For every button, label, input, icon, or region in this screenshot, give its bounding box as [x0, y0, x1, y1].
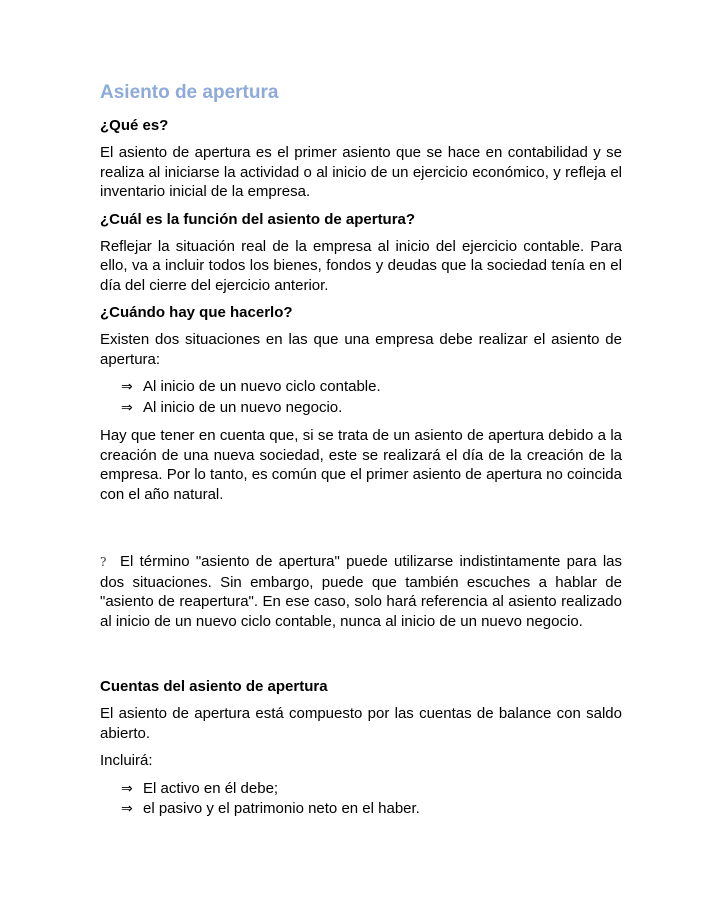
question-icon: ?	[100, 555, 107, 569]
section-heading-que-es: ¿Qué es?	[100, 117, 169, 134]
spacer	[100, 639, 622, 677]
arrow-bullet-icon: ⇒	[121, 379, 133, 395]
spacer	[100, 512, 622, 552]
section-heading-cuentas: Cuentas del asiento de apertura	[100, 678, 328, 695]
note-text: El término "asiento de apertura" puede utilizarse indistintamente para las dos situaciones. Sin embargo, puede que también escuches a hablar de "asiento de reapertura". En ese caso, solo hará referencia al asiento realizado al inicio de un nuevo ciclo contable, nunca al inicio de un nuevo negocio.	[100, 553, 622, 630]
section-text-cuando-after: Hay que tener en cuenta que, si se trata de un asiento de apertura debido a la creación de una nueva sociedad, este se realizará el día de la creación de la empresa. Por lo tanto, es común que el primer asiento de apertura no coincida con el año natural.	[100, 427, 622, 503]
document-page	[100, 80, 622, 828]
section-text-que-es: El asiento de apertura es el primer asiento que se hace en contabilidad y se realiza al iniciarse la actividad o al inicio de un ejercicio económico, y refleja el inventario inicial de la empresa.	[100, 144, 622, 200]
section-heading-cuando: ¿Cuándo hay que hacerlo?	[100, 304, 293, 321]
section-text-cuando: Existen dos situaciones en las que una empresa debe realizar el asiento de apertura:	[100, 331, 622, 368]
arrow-bullet-icon: ⇒	[121, 780, 133, 797]
incluira-label: Incluirá:	[100, 752, 153, 769]
arrow-bullet-icon: ⇒	[121, 801, 133, 817]
document-title: Asiento de apertura	[100, 82, 279, 103]
situations-list	[100, 377, 622, 418]
list-item	[100, 377, 622, 398]
list-item-text: El activo en él debe;	[143, 779, 279, 797]
list-item	[100, 398, 622, 419]
list-item-text: Al inicio de un nuevo negocio.	[143, 398, 343, 416]
section-text-funcion: Reflejar la situación real de la empresa al inicio del ejercicio contable. Para ello, va a incluir todos los bienes, fondos y deudas que la sociedad tenía en el día del cierre del ejercicio anterior.	[100, 237, 622, 294]
section-heading-funcion: ¿Cuál es la función del asiento de apertura?	[100, 210, 416, 228]
list-item-text: Al inicio de un nuevo ciclo contable.	[143, 378, 381, 395]
arrow-bullet-icon: ⇒	[121, 399, 133, 416]
cuentas-list	[100, 779, 622, 820]
list-item	[100, 779, 622, 800]
list-item-text: el pasivo y el patrimonio neto en el haber.	[143, 800, 420, 817]
section-text-cuentas: El asiento de apertura está compuesto por las cuentas de balance con saldo abierto.	[100, 705, 622, 742]
list-item	[100, 799, 622, 820]
note-paragraph	[100, 552, 622, 631]
